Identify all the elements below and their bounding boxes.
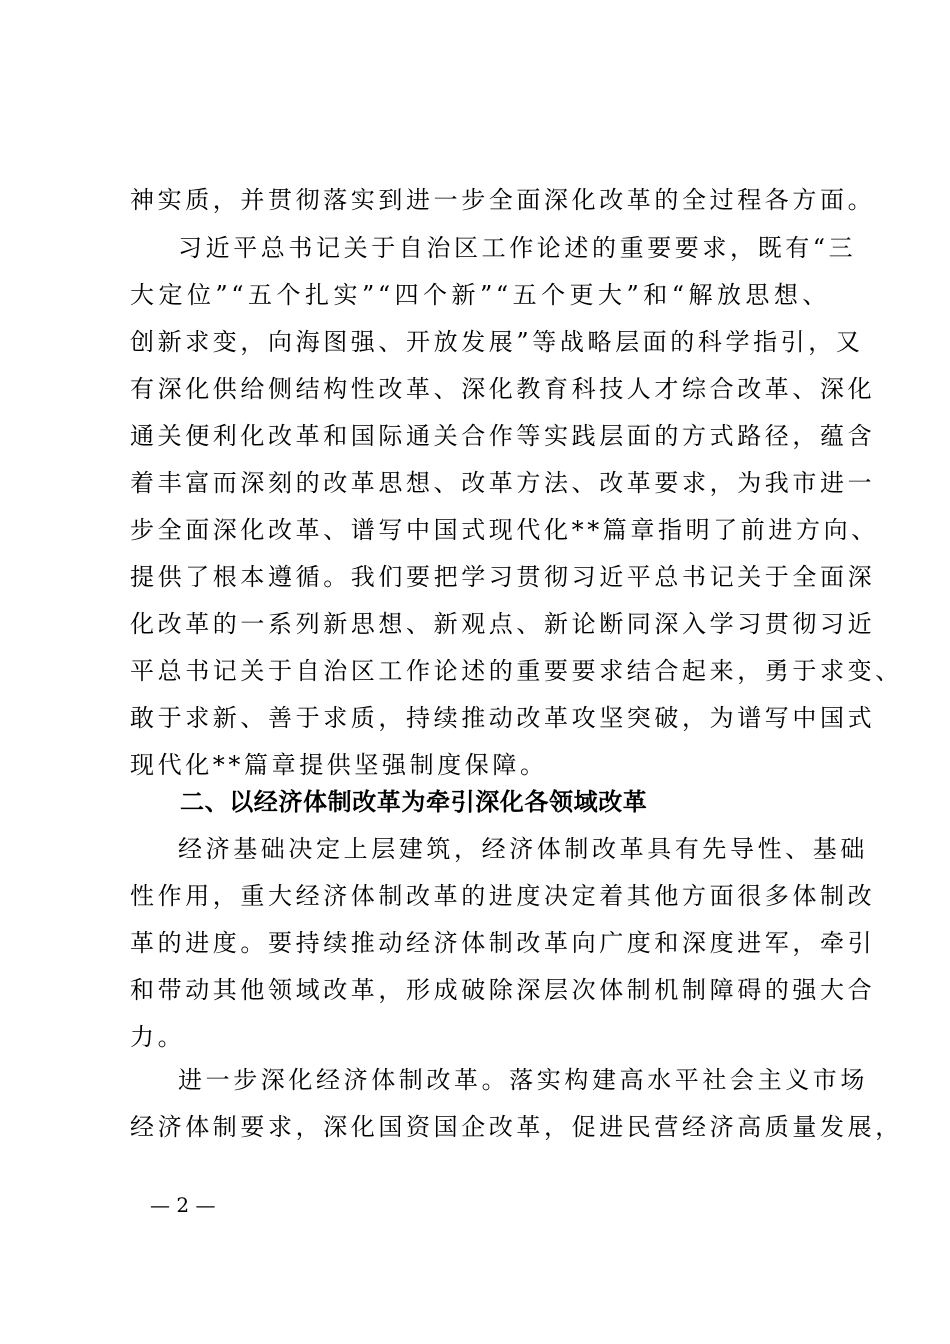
text-line: 步全面深化改革、谱写中国式现代化**篇章指明了前进方向、 [130, 516, 879, 544]
text-line: 神实质，并贯彻落实到进一步全面深化改革的全过程各方面。 [130, 186, 876, 214]
text-line: 经济基础决定上层建筑，经济体制改革具有先导性、基础 [178, 835, 868, 863]
text-line: 现代化**篇章提供坚强制度保障。 [130, 751, 548, 779]
text-line: 平总书记关于自治区工作论述的重要要求结合起来，勇于求变、 [130, 657, 903, 685]
text-line: 敢于求新、善于求质，持续推动改革攻坚突破，为谱写中国式 [130, 704, 876, 732]
text-line: 有深化供给侧结构性改革、深化教育科技人才综合改革、深化 [130, 375, 876, 403]
text-line: 化改革的一系列新思想、新观点、新论断同深入学习贯彻习近 [130, 610, 876, 638]
text-line: 创新求变，向海图强、开放发展”等战略层面的科学指引，又 [130, 328, 864, 356]
text-line: 和带动其他领域改革，形成破除深层次体制机制障碍的强大合 [130, 976, 876, 1004]
text-line: 进一步深化经济体制改革。落实构建高水平社会主义市场 [178, 1066, 868, 1094]
page-number: — 2 — [150, 1193, 216, 1217]
text-line: 通关便利化改革和国际通关合作等实践层面的方式路径，蕴含 [130, 422, 876, 450]
text-line: 革的进度。要持续推动经济体制改革向广度和深度进军，牵引 [130, 929, 876, 957]
text-line: 力。 [130, 1023, 186, 1051]
text-line: 经济体制要求，深化国资国企改革，促进民营经济高质量发展， [130, 1113, 903, 1141]
text-line: 着丰富而深刻的改革思想、改革方法、改革要求，为我市进一 [130, 469, 876, 497]
section-heading: 二、以经济体制改革为牵引深化各领域改革 [180, 788, 648, 816]
text-line: 性作用，重大经济体制改革的进度决定着其他方面很多体制改 [130, 882, 876, 910]
text-line: 习近平总书记关于自治区工作论述的重要要求，既有“三 [178, 234, 857, 262]
text-line: 大定位”“五个扎实”“四个新”“五个更大”和“解放思想、 [130, 281, 830, 309]
text-line: 提供了根本遵循。我们要把学习贯彻习近平总书记关于全面深 [130, 563, 876, 591]
